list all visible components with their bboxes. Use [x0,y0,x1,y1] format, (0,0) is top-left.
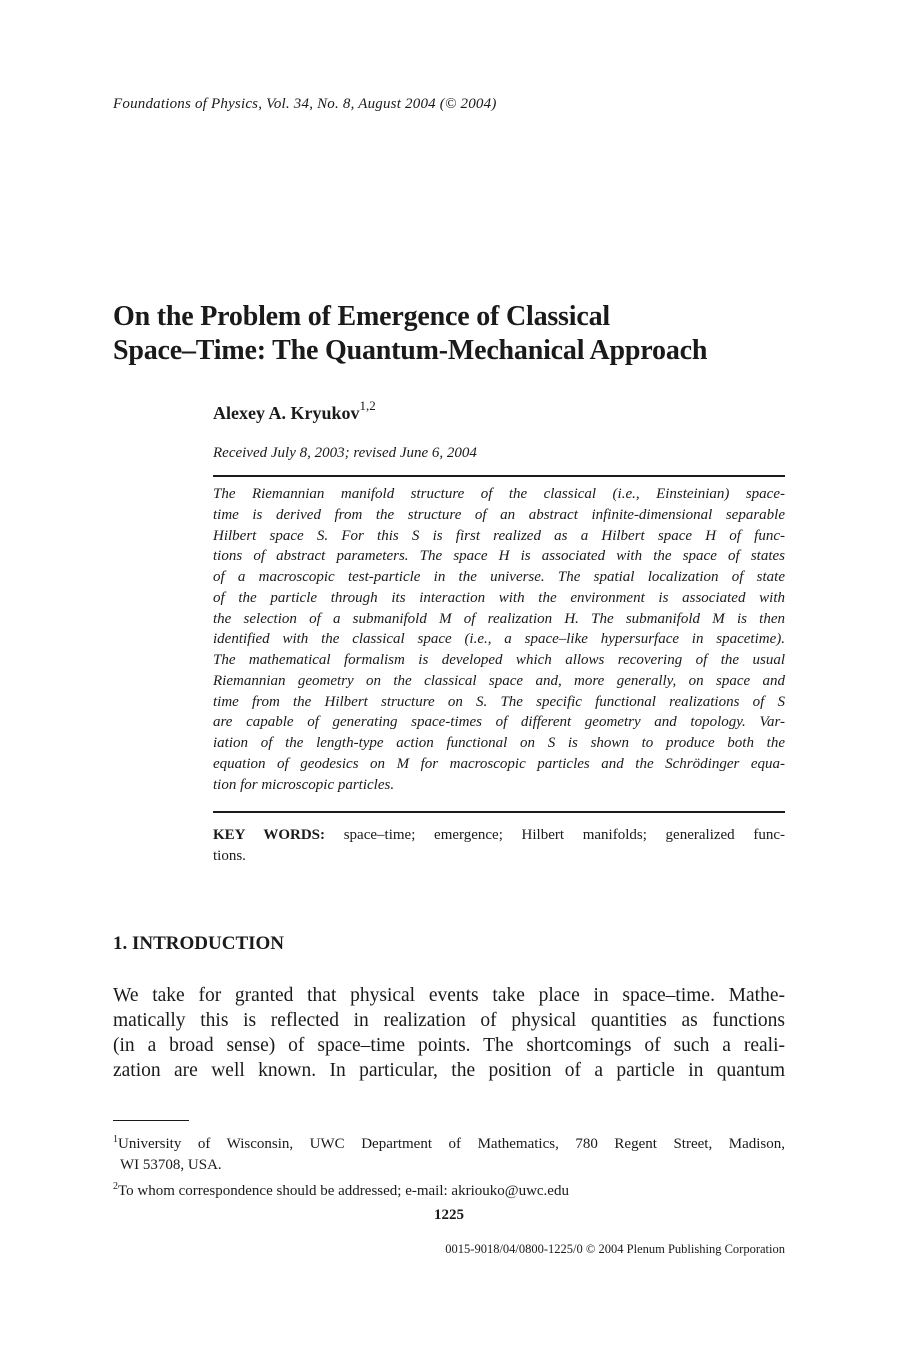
abstract-line: tion for microscopic particles. [213,776,395,793]
abstract-line: The Riemannian manifold structure of the classical (i.e., Einsteinian) space- [213,486,785,502]
abstract-bottom-rule [213,811,785,813]
copyright-line: 0015-9018/04/0800-1225/0 © 2004 Plenum Publishing Corporation [445,1242,785,1256]
keywords-text-1: space–time; emergence; Hilbert manifolds; generalized func- [343,827,786,843]
body-line: We take for granted that physical events take place in space–time. Mathe- [113,985,785,1006]
author-line [213,400,376,424]
body-line: matically this is reflected in realization of physical quantities as functions [113,1010,785,1031]
author-affiliation-marks: 1,2 [359,398,376,413]
abstract-line: identified with the classical space (i.e., a space–like hypersurface in spacetime). [213,631,785,648]
keywords [213,825,785,867]
keywords-line-1 [213,825,785,846]
footnotes [113,1129,785,1202]
abstract-line: are capable of generating space-times of different geometry and topology. Var- [213,714,785,731]
body-text [113,983,785,1083]
keywords-label: KEY WORDS: [213,827,326,843]
abstract-line: Hilbert space S. For this S is first realized as a Hilbert space H of func- [213,527,785,544]
body-line: (in a broad sense) of space–time points. The shortcomings of such a reali- [113,1035,785,1056]
title-line-2: Space–Time: The Quantum-Mechanical Approach [113,335,708,366]
footnote-rule [113,1120,189,1121]
abstract-line: of a macroscopic test-particle in the universe. The spatial localization of state [213,569,785,585]
title-line-1: On the Problem of Emergence of Classical [113,301,610,332]
footnote-2-mark: 2 [113,1181,118,1192]
abstract [213,484,785,795]
abstract-line: time is derived from the structure of an abstract infinite-dimensional separable [213,506,785,523]
footnote-1-line-2: WI 53708, USA. [120,1157,222,1173]
abstract-top-rule [213,475,785,477]
page-number: 1225 [434,1207,464,1223]
section-heading: 1. INTRODUCTION [113,933,285,954]
footnote-1-line-1 [113,1129,785,1155]
body-line: zation are well known. In particular, the position of a particle in quantum [113,1060,785,1081]
received-dates: Received July 8, 2003; revised June 6, 2004 [213,445,477,461]
abstract-line: Riemannian geometry on the classical space and, more generally, on space and [213,672,785,689]
abstract-line: iation of the length-type action functional on S is shown to produce both the [213,735,785,751]
footnote-1-text: University of Wisconsin, UWC Department of Mathematics, 780 Regent Street, Madison, [118,1136,785,1152]
footnote-1-mark: 1 [113,1134,118,1145]
footnote-2-text: To whom correspondence should be addressed; e-mail: akriouko@uwc.edu [118,1183,569,1199]
keywords-line-2: tions. [213,848,246,864]
abstract-line: of the particle through its interaction with the environment is associated with [213,589,785,606]
abstract-line: The mathematical formalism is developed which allows recovering of the usual [213,652,785,668]
journal-header: Foundations of Physics, Vol. 34, No. 8, August 2004 (© 2004) [113,96,497,112]
abstract-line: equation of geodesics on M for macroscopic particles and the Schrödinger equa- [213,755,785,772]
abstract-line: time from the Hilbert structure on S. The specific functional realizations of S [213,693,785,710]
abstract-line: the selection of a submanifold M of realization H. The submanifold M is then [213,610,785,627]
author-name: Alexey A. Kryukov [213,403,360,423]
abstract-line: tions of abstract parameters. The space H is associated with the space of states [213,548,785,565]
paper-title [113,300,813,368]
footnote-2-line-1 [113,1176,785,1202]
